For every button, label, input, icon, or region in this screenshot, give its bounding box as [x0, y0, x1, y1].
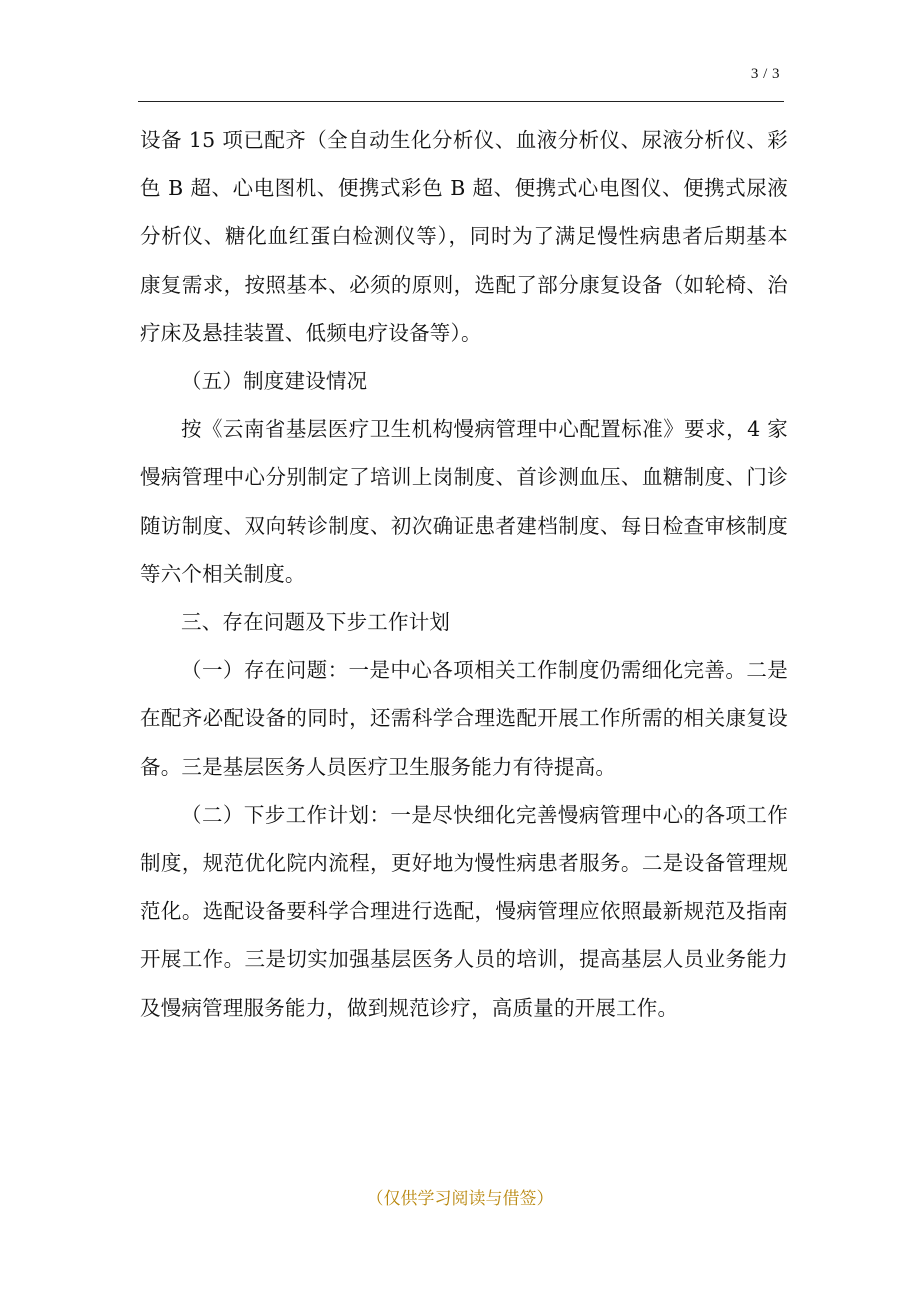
paragraph-next-steps: （二）下步工作计划：一是尽快细化完善慢病管理中心的各项工作制度，规范优化院内流程，更好地为慢性病患者服务。二是设备管理规范化。选配设备要科学合理进行选配，慢病管理应依照最新规范及指南开展工作。三是切实加强基层医务人员的培训，提高基层人员业务能力及慢病管理服务能力，做到规范诊疗，高质量的开展工作。 — [140, 802, 788, 1020]
heading-system-construction: （五）制度建设情况 — [181, 369, 368, 394]
paragraph-equipment: 设备 15 项已配齐（全自动生化分析仪、血液分析仪、尿液分析仪、彩色 B 超、心电图机、便携式彩色 B 超、便携式心电图仪、便携式尿液分析仪、糖化血红蛋白检测仪等），同时为了满足慢性病患者后期基本康复需求，按照基本、必须的原则，选配了部分康复设备（如轮椅、治疗床及悬挂装置、低频电疗设备等）。 — [140, 128, 788, 345]
heading-problems-and-plan: 三、存在问题及下步工作计划 — [181, 610, 451, 635]
footer-disclaimer: （仅供学习阅读与借签） — [366, 1189, 554, 1209]
header-divider — [138, 101, 784, 102]
document-body — [140, 116, 788, 1032]
page-number: 3 / 3 — [750, 66, 780, 82]
paragraph-system-construction: 按《云南省基层医疗卫生机构慢病管理中心配置标准》要求，4 家慢病管理中心分别制定了培训上岗制度、首诊测血压、血糖制度、门诊随访制度、双向转诊制度、初次确证患者建档制度、每日检查审核制度等六个相关制度。 — [140, 417, 788, 586]
paragraph-problems: （一）存在问题：一是中心各项相关工作制度仍需细化完善。二是在配齐必配设备的同时，还需科学合理选配开展工作所需的相关康复设备。三是基层医务人员医疗卫生服务能力有待提高。 — [140, 658, 788, 779]
